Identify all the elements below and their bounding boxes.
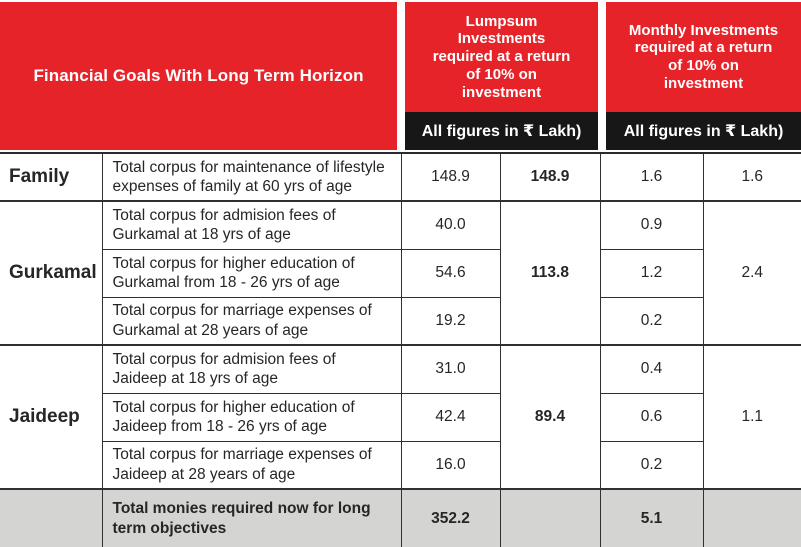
monthly-value-cell: 0.4 bbox=[600, 345, 703, 393]
lumpsum-value-cell: 42.4 bbox=[401, 393, 500, 441]
goal-owner-cell: Jaideep bbox=[0, 345, 102, 489]
lumpsum-header-block bbox=[405, 2, 598, 150]
monthly-header-red bbox=[606, 2, 801, 112]
goal-desc-cell: Total corpus for admision fees of Jaideep at 18 yrs of age bbox=[102, 345, 401, 393]
lumpsum-value-cell: 31.0 bbox=[401, 345, 500, 393]
total-row bbox=[0, 489, 801, 547]
total-monthly-subtotal-empty-cell bbox=[703, 489, 801, 547]
monthly-subtotal-cell: 1.6 bbox=[703, 153, 801, 201]
goals-table bbox=[0, 152, 801, 547]
lumpsum-subtotal-cell: 113.8 bbox=[500, 201, 600, 345]
goal-desc-cell: Total corpus for higher education of Gurkamal from 18 - 26 yrs of age bbox=[102, 249, 401, 297]
lumpsum-unit-bar bbox=[405, 112, 598, 150]
table-row-jaideep-3 bbox=[0, 441, 801, 489]
goal-owner-cell: Family bbox=[0, 153, 102, 201]
monthly-unit-note: All figures in ₹ Lakh) bbox=[623, 123, 784, 140]
goal-desc-cell: Total corpus for higher education of Jaideep from 18 - 26 yrs of age bbox=[102, 393, 401, 441]
table-row-jaideep-1 bbox=[0, 345, 801, 393]
monthly-value-cell: 1.2 bbox=[600, 249, 703, 297]
monthly-value-cell: 0.2 bbox=[600, 441, 703, 489]
lumpsum-header-red bbox=[405, 2, 598, 112]
lumpsum-value-cell: 19.2 bbox=[401, 297, 500, 345]
table-row-gurkamal-3 bbox=[0, 297, 801, 345]
goal-owner-cell: Gurkamal bbox=[0, 201, 102, 345]
monthly-header-block bbox=[606, 2, 801, 150]
table-row-gurkamal-1 bbox=[0, 201, 801, 249]
total-lumpsum-cell: 352.2 bbox=[401, 489, 500, 547]
monthly-unit-bar bbox=[606, 112, 801, 150]
lumpsum-value-cell: 40.0 bbox=[401, 201, 500, 249]
goal-desc-cell: Total corpus for marriage expenses of Jaideep at 28 years of age bbox=[102, 441, 401, 489]
monthly-subtotal-cell: 1.1 bbox=[703, 345, 801, 489]
goal-desc-cell: Total corpus for admision fees of Gurkamal at 18 yrs of age bbox=[102, 201, 401, 249]
table-title-block bbox=[0, 2, 397, 150]
table-row-jaideep-2 bbox=[0, 393, 801, 441]
monthly-column-label: Monthly Investments required at a return of 10% on investment bbox=[628, 21, 779, 92]
table-row-gurkamal-2 bbox=[0, 249, 801, 297]
goal-desc-cell: Total corpus for maintenance of lifestyle expenses of family at 60 yrs of age bbox=[102, 153, 401, 201]
lumpsum-subtotal-cell: 89.4 bbox=[500, 345, 600, 489]
monthly-value-cell: 0.9 bbox=[600, 201, 703, 249]
lumpsum-column-label: Lumpsum Investments required at a return of 10% on investment bbox=[432, 12, 571, 101]
lumpsum-subtotal-cell: 148.9 bbox=[500, 153, 600, 201]
total-lumpsum-subtotal-empty-cell bbox=[500, 489, 600, 547]
total-monthly-cell: 5.1 bbox=[600, 489, 703, 547]
monthly-value-cell: 0.2 bbox=[600, 297, 703, 345]
lumpsum-unit-note: All figures in ₹ Lakh) bbox=[421, 123, 582, 140]
goal-desc-cell: Total corpus for marriage expenses of Gurkamal at 28 years of age bbox=[102, 297, 401, 345]
monthly-subtotal-cell: 2.4 bbox=[703, 201, 801, 345]
lumpsum-value-cell: 54.6 bbox=[401, 249, 500, 297]
lumpsum-value-cell: 148.9 bbox=[401, 153, 500, 201]
lumpsum-value-cell: 16.0 bbox=[401, 441, 500, 489]
total-row-owner-empty-cell bbox=[0, 489, 102, 547]
total-row-label: Total monies required now for long term objectives bbox=[102, 489, 401, 547]
monthly-value-cell: 0.6 bbox=[600, 393, 703, 441]
table-title: Financial Goals With Long Term Horizon bbox=[33, 66, 364, 85]
monthly-value-cell: 1.6 bbox=[600, 153, 703, 201]
table-row-family bbox=[0, 153, 801, 201]
